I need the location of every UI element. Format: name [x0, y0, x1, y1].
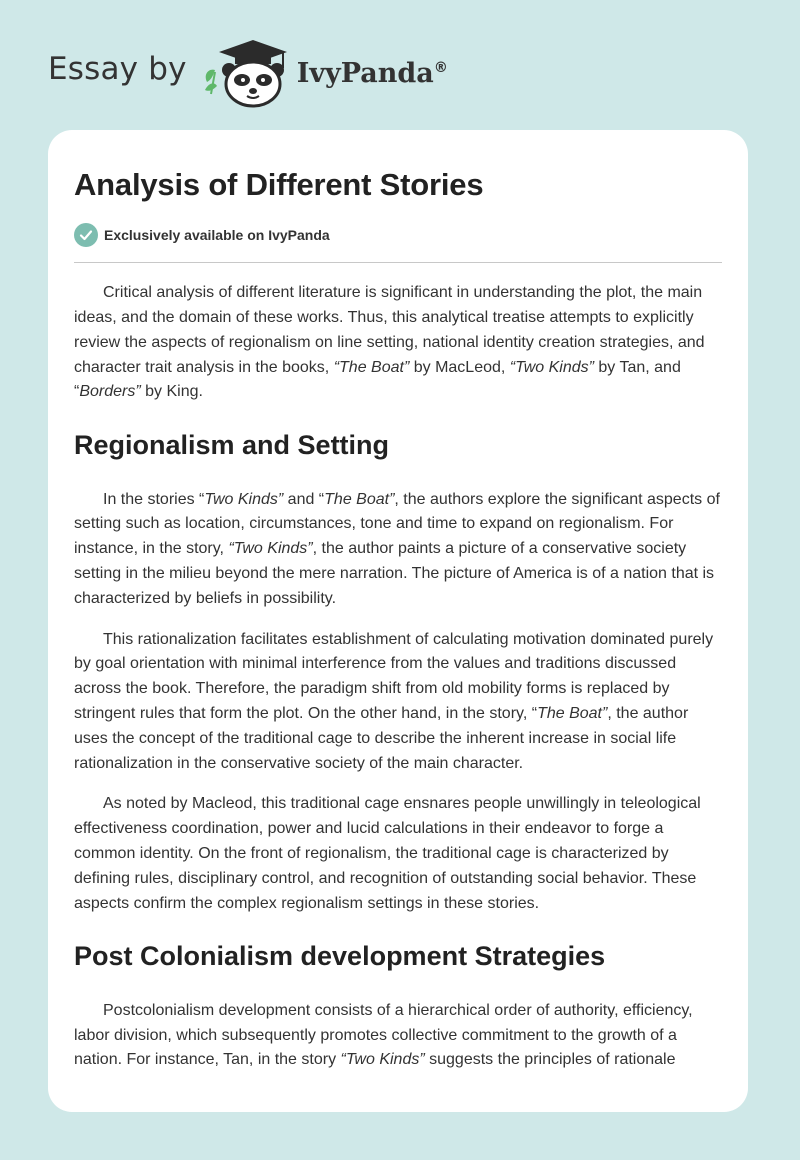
regionalism-paragraph-3: As noted by Macleod, this traditional cage ensnares people unwillingly in teleological effectiveness coordination, power and lucid calculations in their endeavor to forge a common identity. On the front of regionalism, the traditional cage is characterized by defining rules, disciplinary control, and recognition of outstanding social behavior. These aspects confirm the complex regionalism settings in these stories.: [74, 795, 701, 912]
exclusive-badge: [74, 223, 722, 247]
brand-prefix: Essay by: [48, 50, 187, 87]
brand-header: [48, 38, 508, 108]
regionalism-paragraph-1: In the stories “Two Kinds” and “The Boat”, the authors explore the significant aspects of setting such as location, circumstances, tone and time to expand on regionalism. For instance, in the story, “Two Kinds”, the author paints a picture of a conservative society setting in the milieu beyond the mere narration. The picture of America is of a nation that is characterized by beliefs in possibility.: [74, 490, 720, 607]
panda-graduate-icon: [201, 38, 293, 108]
section-heading-regionalism: Regionalism and Setting: [74, 430, 390, 461]
intro-paragraph: Critical analysis of different literature is significant in understanding the plot, the main ideas, and the domain of these works. Thus, this analytical treatise attempts to explicitly review the aspects of regionalism on line setting, national identity creation strategies, and character trait analysis in the books, “The Boat” by MacLeod, “Two Kinds” by Tan, and “Borders” by King.: [74, 284, 705, 401]
exclusive-label: Exclusively available on IvyPanda: [104, 227, 330, 244]
page-title: Analysis of Different Stories: [74, 167, 484, 202]
check-icon: [74, 223, 98, 247]
regionalism-paragraph-2: This rationalization facilitates establishment of calculating motivation dominated purely by goal orientation with minimal interference from the values and traditions discussed across the book. Therefore, the paradigm shift from old mobility forms is replaced by stringent rules that form the plot. On the other hand, in the story, “The Boat”, the author uses the concept of the traditional cage to describe the inherent increase in social life rationalization in the conservative society of the main character.: [74, 630, 714, 772]
essay-body: [74, 281, 722, 1073]
postcolonialism-paragraph-1: Postcolonialism development consists of a hierarchical order of authority, efficiency, labor division, which subsequently promotes collective commitment to the growth of a nation. For instance, Tan, in the story “Two Kinds” suggests the principles of rationale: [74, 1001, 693, 1069]
divider: [74, 262, 722, 263]
essay-card: [48, 130, 748, 1112]
brand-name: IvyPanda®: [296, 57, 448, 89]
section-heading-postcolonialism: Post Colonialism development Strategies: [74, 941, 606, 972]
